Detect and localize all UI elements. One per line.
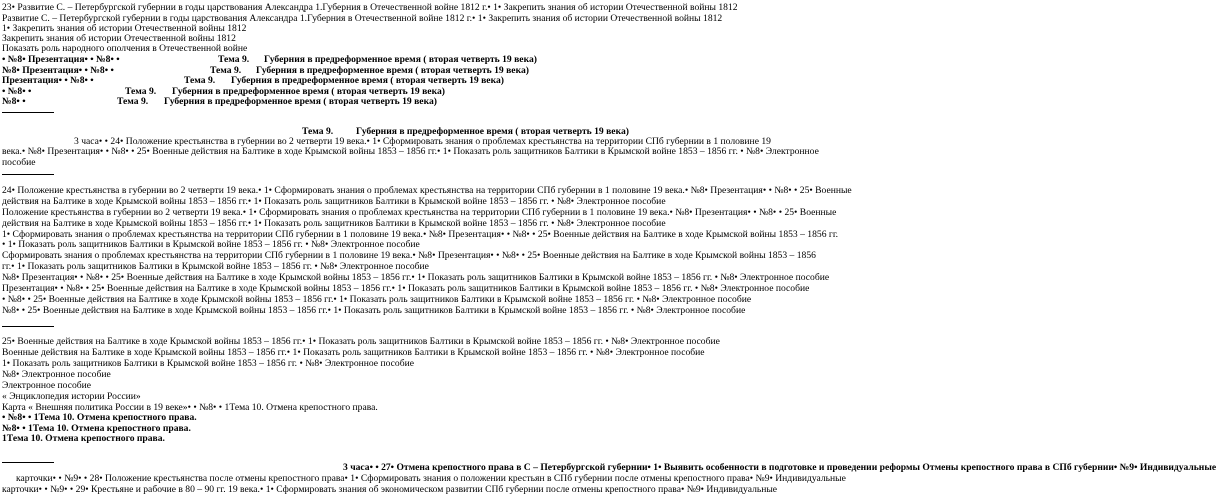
text-line: 1• Закрепить знания об истории Отечественной войны 1812 [2,23,247,34]
separator [2,174,54,175]
text-line: действия на Балтике в ходе Крымской войны 1853 – 1856 гг.• 1• Показать роль защитников Балтики в Крымской войне 1853 – 1856 гг. • №8• Электронное пособие [2,218,666,229]
text-line: 25• Военные действия на Балтике в ходе Крымской войны 1853 – 1856 гг.• 1• Показать роль защитников Балтики в Крымской войне 1853 – 1856 гг. • №8• Электронное пособие [2,336,720,347]
text-line: Закрепить знания об истории Отечественной войны 1812 [2,33,236,44]
topic-title: Губерния в предреформенное время ( вторая четверть 19 века) [264,54,537,65]
text-line: карточки• • №9• • 29• Крестьяне и рабочие в 80 – 90 гг. 19 века.• 1• Сформировать знания об экономическом развитии СПб губернии после отмены крепостного права• №9• Индивидуальные [2,484,778,495]
text-line: №8• • [2,96,26,107]
text-line: №8• Электронное пособие [2,369,111,380]
text-line: 1• Сформировать знания о проблемах крестьянства на территории СПб губернии в 1 половине 19 века.• №8• Презентация• • №8• • 25• Военные действия на Балтике в ходе Крымской войны 1853 – 1856 гг. [2,229,839,240]
text-line: Презентация• • №8• • 25• Военные действия на Балтике в ходе Крымской войны 1853 – 1856 гг.• 1• Показать роль защитников Балтики в Крымской войне 1853 – 1856 гг. • №8• Электронное пособие [2,283,810,294]
topic-number: Тема 9. [125,86,157,97]
topic-heading: 3 часа• • 27• Отмена крепостного права в С – Петербургской губернии• 1• Выявить особенности в подготовке и проведении реформы Отмены крепостного права в СПб губернии• №9• Индивидуальные [343,462,1216,473]
text-line: • №8• • 1Тема 10. Отмена крепостного права. [2,412,197,423]
topic-title: Губерния в предреформенное время ( вторая четверть 19 века) [256,65,529,76]
text-line: Электронное пособие [2,380,92,391]
topic-title: Губерния в предреформенное время ( вторая четверть 19 века) [231,75,504,86]
topic-title: Губерния в предреформенное время ( вторая четверть 19 века) [164,96,437,107]
text-line: Показать роль народного ополчения в Отечественной войне [2,43,248,54]
text-line: • №8• • [2,86,32,97]
separator [2,462,54,463]
text-line: • 1• Показать роль защитников Балтики в Крымской войне 1853 – 1856 гг. • №8• Электронное пособие [2,239,420,250]
text-line: пособие [2,157,36,168]
text-line: Презентация• • №8• • [2,75,94,86]
text-line: карточки• • №9• • 28• Положение крестьянства после отмены крепостного права• 1• Сформировать знания о положении крестьян в СПб губернии после отмены крепостного права• №9• Индивидуальные [16,473,846,484]
topic-title: Губерния в предреформенное время ( вторая четверть 19 века) [356,126,629,137]
separator [2,326,54,327]
text-line: Военные действия на Балтике в ходе Крымской войны 1853 – 1856 гг.• 1• Показать роль защитников Балтики в Крымской войне 1853 – 1856 гг. • №8• Электронное пособие [2,347,705,358]
text-line: Развитие С. – Петербургской губернии в годы царствования Александра 1.Губерния в Отечественной войне 1812 г.• 1• Закрепить знания об истории Отечественной войны 1812 [2,13,723,24]
text-line: №8• • 25• Военные действия на Балтике в ходе Крымской войны 1853 – 1856 гг.• 1• Показать роль защитников Балтики в Крымской войне 1853 – 1856 гг. • №8• Электронное пособие [2,305,746,316]
text-line: 23• Развитие С. – Петербургской губернии в годы царствования Александра 1.Губерния в Отечественной войне 1812 г.• 1• Закрепить знания об истории Отечественной войны 1812 [2,2,738,13]
topic-number: Тема 9. [184,75,216,86]
topic-number: Тема 9. [210,65,242,76]
text-line: Сформировать знания о проблемах крестьянства на территории СПб губернии в 1 половине 19 века.• №8• Презентация• • №8• • 25• Военные действия на Балтике в ходе Крымской войны 1853 – 1856 [2,250,816,261]
text-line: 1• Показать роль защитников Балтики в Крымской войне 1853 – 1856 гг. • №8• Электронное пособие [2,358,414,369]
text-line: века.• №8• Презентация• • №8• • 25• Военные действия на Балтике в ходе Крымской войны 1853 – 1856 гг.• 1• Показать роль защитников Балтики в Крымской войне 1853 – 1856 гг. • №8• Электронное [2,146,819,157]
topic-number: Тема 9. [302,126,334,137]
text-line: • №8• Презентация• • №8• • [2,54,120,65]
text-line: №8• Презентация• • №8• • [2,65,114,76]
text-line: « Энциклопедия истории России» [2,391,141,402]
text-line: 1Тема 10. Отмена крепостного права. [2,433,165,444]
separator [2,112,54,113]
text-line: действия на Балтике в ходе Крымской войны 1853 – 1856 гг.• 1• Показать роль защитников Балтики в Крымской войне 1853 – 1856 гг. • №8• Электронное пособие [2,196,666,207]
text-line: • №8• • 25• Военные действия на Балтике в ходе Крымской войны 1853 – 1856 гг.• 1• Показать роль защитников Балтики в Крымской войне 1853 – 1856 гг. • №8• Электронное пособие [2,294,752,305]
text-line: 3 часа• • 24• Положение крестьянства в губернии во 2 четверти 19 века.• 1• Сформировать знания о проблемах крестьянства на территории СПб губернии в 1 половине 19 [74,136,771,147]
text-line: №8• Презентация• • №8• • 25• Военные действия на Балтике в ходе Крымской войны 1853 – 1856 гг.• 1• Показать роль защитников Балтики в Крымской войне 1853 – 1856 гг. • №8• Электронное пособие [2,272,830,283]
text-line: 24• Положение крестьянства в губернии во 2 четверти 19 века.• 1• Сформировать знания о проблемах крестьянства на территории СПб губернии в 1 половине 19 века.• №8• Презентация• • №8• • 25• Военные [2,185,852,196]
text-line: Карта « Внешняя политика России в 19 веке»• • №8• • 1Тема 10. Отмена крепостного права. [2,402,378,413]
topic-title: Губерния в предреформенное время ( вторая четверть 19 века) [172,86,445,97]
topic-number: Тема 9. [218,54,250,65]
topic-number: Тема 9. [117,96,149,107]
text-line: №8• • 1Тема 10. Отмена крепостного права. [2,423,191,434]
text-line: Положение крестьянства в губернии во 2 четверти 19 века.• 1• Сформировать знания о проблемах крестьянства на территории СПб губернии в 1 половине 19 века.• №8• Презентация• • №8• • 25• Военные [2,207,837,218]
text-line: гг.• 1• Показать роль защитников Балтики в Крымской войне 1853 – 1856 гг. • №8• Электронное пособие [2,261,429,272]
